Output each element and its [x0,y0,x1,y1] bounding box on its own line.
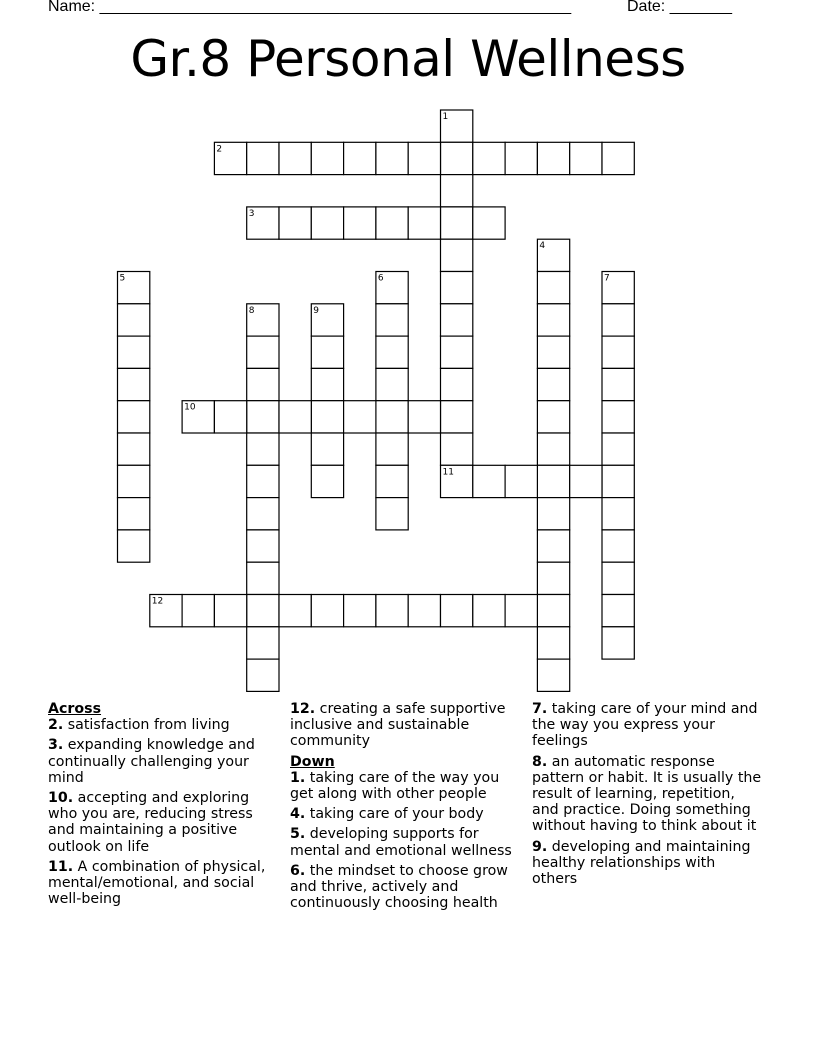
clue-across-2: 2. satisfaction from living [48,717,230,734]
grid-cell[interactable] [376,401,408,433]
grid-cell[interactable] [118,498,150,530]
clue-down-5: 5. developing supports for mental and emotional wellness [290,826,512,859]
grid-cell[interactable] [118,401,150,433]
grid-cell[interactable] [537,595,569,627]
clue-number-1: 1 [442,112,449,122]
grid-cell[interactable] [311,433,343,465]
grid-cell[interactable] [247,142,279,174]
grid-cell[interactable] [214,401,246,433]
grid-cell[interactable] [441,595,473,627]
grid-cell[interactable] [537,498,569,530]
grid-cell[interactable] [602,595,634,627]
clue-down-7: 7. taking care of your mind and the way you express your feelings [532,701,758,750]
grid-cell[interactable] [311,207,343,239]
grid-cell[interactable] [376,595,408,627]
grid-cell[interactable] [602,336,634,368]
grid-cell[interactable] [473,142,505,174]
grid-cell[interactable] [441,368,473,400]
grid-cell[interactable] [376,465,408,497]
grid-cell[interactable] [247,627,279,659]
grid-cell[interactable] [537,659,569,691]
grid-cell[interactable] [344,207,376,239]
grid-cell[interactable] [118,304,150,336]
grid-cell[interactable] [279,595,311,627]
grid-cell[interactable] [537,562,569,594]
grid-cell[interactable] [311,142,343,174]
grid-cell[interactable] [602,401,634,433]
grid-cell[interactable] [602,465,634,497]
clue-number-5: 5 [119,273,126,284]
grid-cell[interactable] [441,142,473,174]
grid-cell[interactable] [602,562,634,594]
grid-cell[interactable] [602,368,634,400]
grid-cell[interactable] [344,595,376,627]
grid-cell[interactable] [537,304,569,336]
grid-cell[interactable] [537,433,569,465]
grid-cell[interactable] [473,595,505,627]
grid-cell[interactable] [376,368,408,400]
grid-cell[interactable] [279,401,311,433]
grid-cell[interactable] [537,142,569,174]
grid-cell[interactable] [602,304,634,336]
grid-cell[interactable] [602,433,634,465]
grid-cell[interactable] [537,530,569,562]
grid-cell[interactable] [441,304,473,336]
grid-cell[interactable] [311,465,343,497]
grid-cell[interactable] [118,336,150,368]
name-field-label: Name: _____________________________________________________ [48,0,572,15]
grid-cell[interactable] [441,336,473,368]
grid-cell[interactable] [408,401,440,433]
grid-cell[interactable] [247,465,279,497]
clue-number-3: 3 [248,208,255,219]
grid-cell[interactable] [247,562,279,594]
grid-cell[interactable] [408,595,440,627]
down-heading: Down [290,753,335,770]
grid-cell[interactable] [311,595,343,627]
grid-cell[interactable] [376,304,408,336]
grid-cell[interactable] [473,207,505,239]
grid-cell[interactable] [247,530,279,562]
grid-cell[interactable] [602,498,634,530]
grid-cell[interactable] [182,595,214,627]
clue-down-8: 8. an automatic response pattern or habit. It is usually the result of learning, repetition, and practice. Doing something without having to think about it [532,753,762,835]
grid-cell[interactable] [279,207,311,239]
grid-cell[interactable] [537,336,569,368]
grid-cell[interactable] [537,368,569,400]
clues-column-3 [532,701,762,891]
clue-number-6: 6 [377,273,384,284]
grid-cell[interactable] [247,595,279,627]
grid-cell[interactable] [118,368,150,400]
grid-cell[interactable] [408,142,440,174]
grid-cell[interactable] [505,465,537,497]
grid-cell[interactable] [118,433,150,465]
clues-column-1 [48,701,273,911]
grid-cell[interactable] [441,272,473,304]
grid-cell[interactable] [311,368,343,400]
grid-cell[interactable] [441,401,473,433]
grid-cell[interactable] [311,336,343,368]
date-field-label: Date: _______ [627,0,732,15]
clue-number-9: 9 [313,305,320,316]
clue-across-12: 12. creating a safe supportive inclusive and sustainable community [290,701,506,750]
grid-cell[interactable] [118,465,150,497]
grid-cell[interactable] [247,433,279,465]
grid-cell[interactable] [247,401,279,433]
grid-cell[interactable] [537,627,569,659]
across-heading: Across [48,701,102,717]
grid-cell[interactable] [473,465,505,497]
grid-cell[interactable] [376,433,408,465]
grid-cell[interactable] [247,368,279,400]
grid-cell[interactable] [214,595,246,627]
grid-cell[interactable] [311,401,343,433]
grid-cell[interactable] [344,142,376,174]
grid-cell[interactable] [505,595,537,627]
grid-cell[interactable] [570,142,602,174]
grid-cell[interactable] [441,207,473,239]
page-title: Gr.8 Personal Wellness [130,30,686,88]
grid-cell[interactable] [376,498,408,530]
clue-across-11: 11. A combination of physical, mental/emotional, and social well-being [48,858,266,908]
grid-cell[interactable] [537,465,569,497]
grid-cell[interactable] [376,336,408,368]
grid-cell[interactable] [376,207,408,239]
grid-cell[interactable] [602,530,634,562]
clue-number-7: 7 [604,273,610,284]
grid-cell[interactable] [376,142,408,174]
clue-number-10: 10 [184,402,196,413]
grid-cell[interactable] [279,142,311,174]
clue-number-8: 8 [248,305,255,316]
grid-cell[interactable] [247,498,279,530]
clue-down-6: 6. the mindset to choose grow and thrive, actively and continuously choosing health [290,862,508,912]
grid-cell[interactable] [441,239,473,271]
clue-across-3: 3. expanding knowledge and continually challenging your mind [48,737,255,786]
clue-number-4: 4 [539,241,546,252]
grid-cell[interactable] [570,465,602,497]
clue-down-4: 4. taking care of your body [290,806,484,823]
clue-number-12: 12 [151,596,164,607]
grid-cell[interactable] [408,207,440,239]
grid-cell[interactable] [118,530,150,562]
clue-number-2: 2 [216,144,223,155]
grid-cell[interactable] [537,401,569,433]
grid-cell[interactable] [602,627,634,659]
grid-cell[interactable] [247,336,279,368]
grid-cell[interactable] [537,272,569,304]
grid-cell[interactable] [441,175,473,207]
grid-cell[interactable] [505,142,537,174]
clue-across-10: 10. accepting and exploring who you are, reducing stress and maintaining a positive outlook on life [48,790,253,855]
grid-cell[interactable] [441,433,473,465]
clues-column-2 [290,701,525,915]
grid-cell[interactable] [602,142,634,174]
clue-down-9: 9. developing and maintaining healthy relationships with others [532,838,751,888]
grid-cell[interactable] [344,401,376,433]
clue-down-1: 1. taking care of the way you get along with other people [290,769,500,803]
grid-cell[interactable] [247,659,279,691]
clue-number-11: 11 [442,467,454,478]
